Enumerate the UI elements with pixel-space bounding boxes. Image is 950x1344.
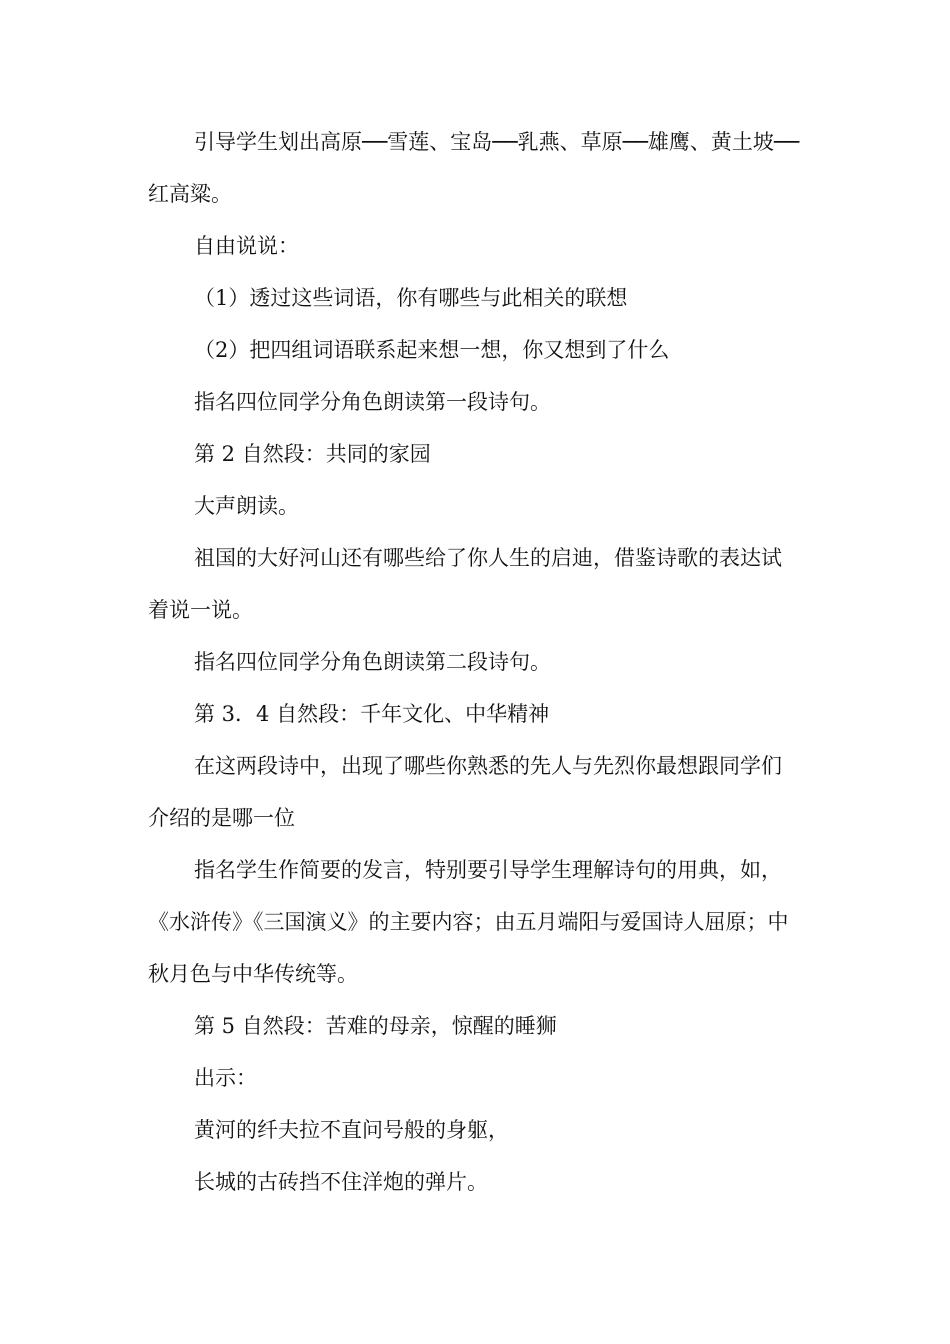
paragraph-read-aloud: 大声朗读。: [194, 494, 299, 518]
paragraph-question-2: （2）把四组词语联系起来想一想，你又想到了什么: [194, 338, 670, 362]
paragraph-show: 出示：: [194, 1066, 257, 1090]
paragraph-question-1: （1）透过这些词语，你有哪些与此相关的联想: [194, 286, 628, 310]
poem-line-2: 长城的古砖挡不住洋炮的弹片。: [194, 1170, 488, 1194]
paragraph-reading-2: 指名四位同学分角色朗读第二段诗句。: [194, 650, 551, 674]
section-heading-2: 第 2 自然段：共同的家园: [194, 442, 431, 466]
section-heading-5: 第 5 自然段：苦难的母亲，惊醒的睡狮: [194, 1014, 557, 1038]
paragraph-inspiration: 祖国的大好河山还有哪些给了你人生的启迪，借鉴诗歌的表达试着说一说。: [148, 546, 782, 622]
section-heading-3-4: 第 3．4 自然段：千年文化、中华精神: [194, 702, 550, 726]
paragraph-free-talk: 自由说说：: [194, 234, 299, 258]
paragraph-allusions: 指名学生作简要的发言，特别要引导学生理解诗句的用典，如，《水浒传》《三国演义》的主要内容；由五月端阳与爱国诗人屈原；中秋月色与中华传统等。: [148, 858, 789, 986]
paragraph-intro: 引导学生划出高原──雪莲、宝岛──乳燕、草原──雄鹰、黄土坡──红高粱。: [148, 130, 800, 206]
paragraph-reading-1: 指名四位同学分角色朗读第一段诗句。: [194, 390, 551, 414]
document-body: [148, 116, 802, 1208]
poem-line-1: 黄河的纤夫拉不直问号般的身躯，: [194, 1118, 509, 1142]
paragraph-ancestors: 在这两段诗中，出现了哪些你熟悉的先人与先烈你最想跟同学们介绍的是哪一位: [148, 754, 782, 830]
